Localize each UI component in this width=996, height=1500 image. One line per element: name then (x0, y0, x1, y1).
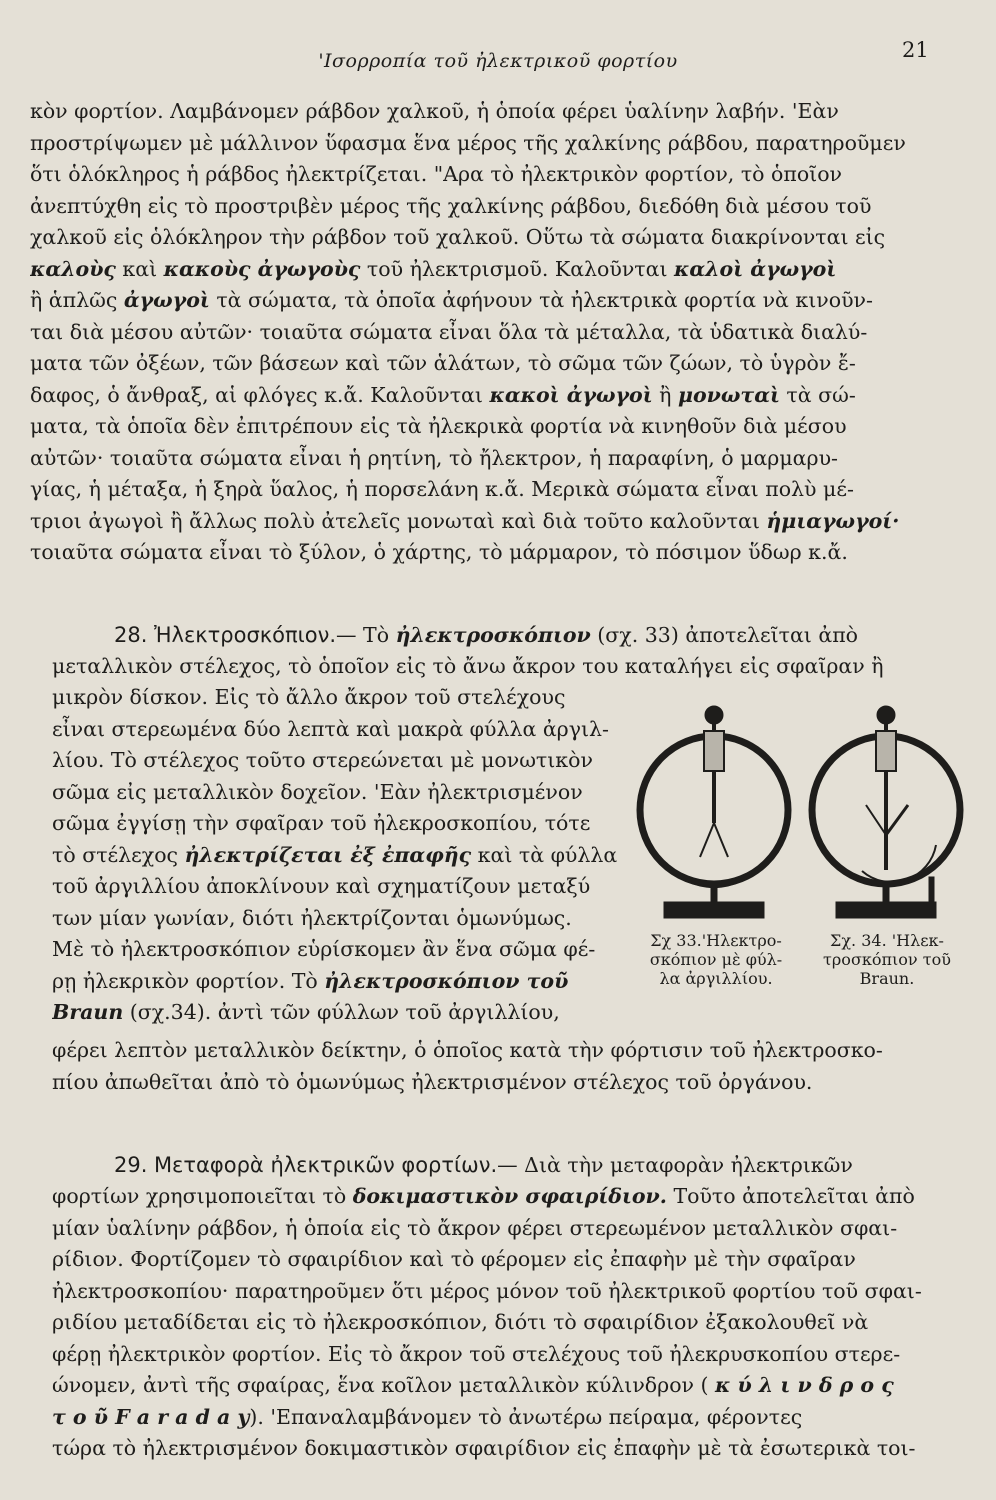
text-run: τὰ σώματα, τὰ ὁποῖα ἀφήνουν τὰ ἠλεκτρικὰ φορτία νὰ κινοῦν- (209, 288, 873, 312)
emphasized-term: κ ύ λ ι ν δ ρ ο ς (715, 1373, 894, 1397)
emphasized-term: ἀγωγοὶ (123, 288, 210, 312)
text-run: εἶναι στερεωμένα δύο λεπτὰ καὶ μακρὰ φύλλα ἀργιλ- (52, 716, 609, 741)
text-line (52, 1307, 974, 1339)
figures-area (636, 695, 966, 1015)
text-run: σῶμα εἰς μεταλλικὸν δοχεῖον. 'Εὰν ἠλεκτρισμένον (52, 779, 583, 804)
text-run: ὅτι ὁλόκληρος ἡ ράβδος ἠλεκτρίζεται. "Αρα τὸ ἠλεκτρικὸν φορτίον, τὸ ὁποῖον (30, 162, 843, 186)
text-line (52, 1370, 974, 1402)
figure-34-caption-line: Braun. (859, 969, 915, 988)
figure-33-caption-line: σκόπιον μὲ φύλ- (649, 950, 783, 969)
text-run: χαλκοῦ εἰς ὁλόκληρον τὴν ράβδον τοῦ χαλκοῦ. Οὕτω τὰ σώματα διακρίνονται εἰς (30, 225, 886, 249)
text-line (52, 808, 622, 840)
section-28-full-lines (52, 651, 974, 683)
section-28-lead-bold: ἠλεκτροσκόπιον (395, 623, 591, 647)
text-line (52, 1244, 974, 1276)
section-29-title: Μεταφορὰ ἠλεκτρικῶν φορτίων. (153, 1153, 498, 1177)
text-run: δαφος, ὁ ἄνθραξ, αἱ φλόγες κ.ἄ. Καλοῦνται (30, 382, 490, 407)
emphasized-term: τ ο ῦ F a r a d a y (52, 1404, 250, 1429)
text-line (52, 1181, 974, 1213)
text-line (52, 871, 622, 903)
running-header: 'Ισορροπία τοῦ ἠλεκτρικοῦ φορτίου (318, 50, 678, 72)
emphasized-term: καλοὶ ἀγωγοὶ (674, 256, 837, 281)
emphasized-term: κακοὶ ἀγωγοὶ (489, 382, 653, 407)
text-line (52, 714, 622, 746)
text-line (52, 745, 622, 777)
text-line (30, 411, 974, 443)
section-28-title: Ἠλεκτροσκόπιον. (153, 623, 337, 647)
text-run: σῶμα ἐγγίσῃ τὴν σφαῖραν τοῦ ἠλεκροσκοπίου, τότε (52, 811, 591, 835)
text-line (52, 651, 974, 683)
text-run: αὐτῶν· τοιαῦτα σώματα εἶναι ἡ ρητίνη, τὸ ἤλεκτρον, ἡ παραφίνη, ὁ μαρμαρυ- (30, 445, 838, 470)
section-29-lead-text: — Διὰ τὴν μεταφορὰν ἠλεκτρικῶν (497, 1153, 853, 1177)
text-run: των μίαν γωνίαν, διότι ἠλεκτρίζονται ὁμωνύμως. (52, 905, 572, 930)
text-run: κὸν φορτίον. Λαμβάνομεν ράβδον χαλκοῦ, ἡ ὁποία φέρει ὑαλίνην λαβήν. 'Εὰν (30, 99, 839, 123)
text-line (52, 1035, 974, 1067)
text-run: καὶ (115, 256, 164, 281)
text-run: πίου ἀπωθεῖται ἀπὸ τὸ ὁμωνύμως ἠλεκτρισμένον στέλεχος τοῦ ὀργάνου. (52, 1069, 813, 1094)
section-28-narrow-lines (52, 682, 622, 1029)
text-line (52, 1067, 974, 1099)
text-run: φορτίων χρησιμοποιεῖται τὸ (52, 1184, 353, 1208)
text-run: ται διὰ μέσου αὐτῶν· τοιαῦτα σώματα εἶναι ὅλα τὰ μέταλλα, τὰ ὑδατικὰ διαλύ- (30, 319, 868, 344)
text-line (52, 777, 622, 809)
text-run: τὸ στέλεχος (52, 842, 185, 867)
section-29-heading-line (114, 1150, 974, 1182)
emphasized-term: καλοὺς (30, 256, 116, 281)
text-run: Μὲ τὸ ἠλεκτροσκόπιον εὑρίσκομεν ἂν ἕνα σῶμα φέ- (52, 937, 596, 961)
text-run: λίου. Τὸ στέλεχος τοῦτο στερεώνεται μὲ μονωτικὸν (52, 748, 593, 772)
text-line (30, 443, 974, 475)
text-run: ἠλεκτροσκοπίου· παρατηροῦμεν ὅτι μέρος μόνον τοῦ ἠλεκτρικοῦ φορτίου τοῦ σφαι- (52, 1278, 922, 1303)
text-run: ἢ (652, 382, 678, 407)
figure-33-caption (636, 931, 796, 988)
section-28-lead-text: — Τὸ (336, 623, 396, 647)
text-line (52, 997, 622, 1029)
text-line (52, 966, 622, 998)
figure-34-caption-line: τροσκόπιον τοῦ (823, 950, 951, 969)
emphasized-term: ἡμιαγωγοί· (766, 508, 900, 533)
text-run: μεταλλικὸν στέλεχος, τὸ ὁποῖον εἰς τὸ ἄνω ἄκρον του καταλήγει εἰς σφαῖραν ἢ (52, 654, 884, 678)
electroscope-braun-figure (812, 706, 960, 918)
electroscope-leaves-figure (640, 706, 788, 918)
text-line (52, 840, 622, 872)
section-29-number: 29. (114, 1153, 148, 1177)
emphasized-term: ἠλεκτρίζεται ἐξ ἐπαφῆς (184, 842, 472, 867)
text-line (30, 96, 974, 128)
text-line (52, 934, 622, 966)
text-line (30, 380, 974, 412)
text-run: τὰ σώ- (779, 382, 856, 407)
text-line (52, 1402, 974, 1434)
emphasized-term: ἠλεκτροσκόπιον τοῦ (324, 968, 569, 993)
emphasized-term: Braun (52, 1000, 124, 1024)
text-run: καὶ τὰ φύλλα (471, 842, 618, 867)
text-run: ρίδιον. Φορτίζομεν τὸ σφαιρίδιον καὶ τὸ φέρομεν εἰς ἐπαφὴν μὲ τὴν σφαῖραν (52, 1247, 856, 1271)
section-28-number: 28. (114, 623, 148, 647)
figure-34-caption (808, 931, 966, 988)
text-run: μικρὸν δίσκον. Εἰς τὸ ἄλλο ἄκρον τοῦ στελέχους (52, 685, 566, 709)
text-run: ριδίου μεταδίδεται εἰς τὸ ἠλεκροσκόπιον, διότι τὸ σφαιρίδιον ἐξακολουθεῖ νὰ (52, 1310, 869, 1334)
text-run: ματα, τὰ ὁποῖα δὲν ἐπιτρέπουν εἰς τὰ ἠλεκρικὰ φορτία νὰ κινηθοῦν διὰ μέσου (30, 414, 847, 438)
text-run: τοῦ ἀργιλλίου ἀποκλίνουν καὶ σχηματίζουν μεταξύ (52, 874, 591, 898)
text-line (52, 1276, 974, 1308)
text-run: ρῃ ἠλεκρικὸν φορτίον. Τὸ (52, 968, 325, 993)
text-line (30, 348, 974, 380)
text-run: ἀνεπτύχθη εἰς τὸ προστριβὲν μέρος τῆς χαλκίνης ράβδου, διεδόθη διὰ μέσου τοῦ (30, 193, 872, 218)
emphasized-term: δοκιμαστικὸν σφαιρίδιον. (352, 1184, 667, 1208)
text-line (30, 285, 974, 317)
text-run: τώρα τὸ ἠλεκτρισμένον δοκιμαστικὸν σφαιρίδιον εἰς ἐπαφὴν μὲ τὰ ἐσωτερικὰ τοι- (52, 1436, 916, 1460)
text-line (30, 222, 974, 254)
text-run: φέρῃ ἠλεκτρικὸν φορτίον. Εἰς τὸ ἄκρον τοῦ στελέχους τοῦ ἠλεκρυσκοπίου στερε- (52, 1341, 901, 1366)
text-run: προστρίψωμεν μὲ μάλλινον ὕφασμα ἕνα μέρος τῆς χαλκίνης ράβδου, παρατηροῦμεν (30, 130, 906, 155)
text-run: μίαν ὑαλίνην ράβδον, ἡ ὁποία εἰς τὸ ἄκρον φέρει στερεωμένον μεταλλικὸν σφαι- (52, 1215, 898, 1240)
figure-33-caption-line: λα ἀργιλλίου. (659, 969, 773, 988)
figure-images (636, 695, 966, 925)
figure-33-caption-line: Σχ 33.'Ηλεκτρο- (650, 931, 782, 950)
text-line (52, 1213, 974, 1245)
text-run: φέρει λεπτὸν μεταλλικὸν δείκτην, ὁ ὁποῖος κατὰ τὴν φόρτισιν τοῦ ἠλεκτροσκο- (52, 1038, 883, 1062)
text-line (30, 254, 974, 286)
text-line (30, 191, 974, 223)
text-line (30, 128, 974, 160)
text-line (30, 537, 974, 569)
text-run: ). 'Επαναλαμβάνομεν τὸ ἀνωτέρω πείραμα, φέροντες (249, 1404, 803, 1429)
figure-34-caption-line: Σχ. 34. 'Ηλεκ- (830, 931, 944, 950)
emphasized-term: κακοὺς ἀγωγοὺς (163, 256, 361, 281)
text-run: ἢ ἁπλῶς (30, 288, 124, 312)
section-28-closing-lines (52, 1035, 974, 1098)
text-line (52, 1433, 974, 1465)
text-run: γίας, ἡ μέταξα, ἡ ξηρὰ ὕαλος, ἡ πορσελάνη κ.ἄ. Μερικὰ σώματα εἶναι πολὺ μέ- (30, 477, 854, 501)
text-line (30, 159, 974, 191)
text-run: ώνομεν, ἀντὶ τῆς σφαίρας, ἕνα κοῖλον μεταλλικὸν κύλινδρον ( (52, 1373, 716, 1397)
text-run: ματα τῶν ὀξέων, τῶν βάσεων καὶ τῶν ἁλάτων, τὸ σῶμα τῶν ζώων, τὸ ὑγρὸν ἔ- (30, 351, 856, 375)
section-29-body (52, 1181, 974, 1465)
page-number: 21 (902, 38, 929, 62)
text-run: τοιαῦτα σώματα εἶναι τὸ ξύλον, ὁ χάρτης, τὸ μάρμαρον, τὸ πόσιμον ὕδωρ κ.ἄ. (30, 540, 848, 564)
text-line (52, 903, 622, 935)
text-run: Τοῦτο ἀποτελεῖται ἀπὸ (666, 1184, 915, 1208)
section-28-lead-rest: (σχ. 33) ἀποτελεῖται ἀπὸ (590, 623, 859, 647)
emphasized-term: μονωταὶ (677, 382, 780, 407)
text-run: τριοι ἀγωγοὶ ἢ ἄλλως πολὺ ἀτελεῖς μονωταὶ καὶ διὰ τοῦτο καλοῦνται (30, 508, 767, 533)
intro-paragraph (30, 96, 974, 569)
section-28-heading-line (114, 620, 974, 652)
text-line (52, 682, 622, 714)
text-line (52, 1339, 974, 1371)
text-run: τοῦ ἠλεκτρισμοῦ. Καλοῦνται (360, 256, 675, 281)
text-line (30, 474, 974, 506)
text-line (30, 506, 974, 538)
text-run: (σχ.34). ἀντὶ τῶν φύλλων τοῦ ἀργιλλίου, (123, 1000, 560, 1024)
text-line (30, 317, 974, 349)
